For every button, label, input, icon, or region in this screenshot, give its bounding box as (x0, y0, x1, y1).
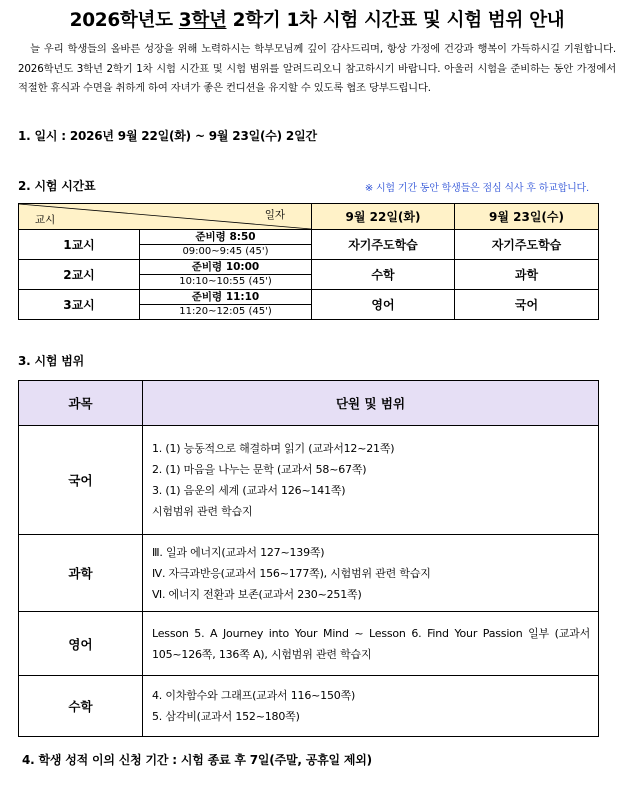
period-label: 1교시 (19, 230, 140, 260)
day1-subject: 수학 (312, 260, 455, 290)
range-row-science (19, 535, 599, 612)
intro-text: 늘 우리 학생들의 올바른 성장을 위해 노력하시는 학부모님께 깊이 감사드리며, 항상 가정에 건강과 행복이 가득하시길 기원합니다. 2026학년도 3학년 2학기 1차 시험 시간표 및 시험 범위를 알려드리오니 참고하시기 바랍니다. 아울러 시험을 준비하는 동안 가정에서 적절한 휴식과 수면을 취하게 하여 자녀가 좋은 컨디션을 유지할 수 있도록 협조 당부드립니다. (18, 43, 616, 94)
exam-time: 09:00~9:45 (45') (140, 245, 312, 260)
exam-time: 11:20~12:05 (45') (140, 305, 312, 320)
range-line: Lesson 5. A Journey into Your Mind ~ Lesson 6. Find Your Passion 일부 (교과서 105~126쪽, 136쪽 A), 시험범위 관련 학습지 (152, 626, 590, 661)
corner-label-period: 교시 (35, 214, 56, 226)
range-detail (143, 612, 599, 676)
section-timetable-heading: 2. 시험 시간표 (18, 179, 96, 193)
range-detail (143, 676, 599, 737)
range-detail (143, 535, 599, 612)
day2-subject: 국어 (455, 290, 599, 320)
section-range-heading: 3. 시험 범위 (18, 354, 85, 368)
range-line: 5. 삼각비(교과서 152~180쪽) (152, 710, 300, 723)
range-row-korean (19, 426, 599, 535)
range-line: 2. (1) 마음을 나누는 문학 (교과서 58~67쪽) (152, 463, 367, 476)
range-row-english (19, 612, 599, 676)
range-subject: 수학 (19, 676, 143, 737)
prep-bell-time: 준비령 11:10 (140, 290, 312, 305)
section-appeal-period: 4. 학생 성적 이의 신청 기간 : 시험 종료 후 7일(주말, 공휴일 제외) (22, 753, 372, 767)
range-line: Ⅲ. 일과 에너지(교과서 127~139쪽) (152, 545, 325, 559)
prep-bell-time: 준비령 8:50 (140, 230, 312, 245)
section-schedule-date: 1. 일시 : 2026년 9월 22일(화) ~ 9월 23일(수) 2일간 (18, 129, 317, 143)
timetable-day2-header: 9월 23일(수) (455, 204, 599, 230)
title-text-grade: 3학년 (178, 10, 227, 31)
day2-subject: 자기주도학습 (455, 230, 599, 260)
range-detail (143, 426, 599, 535)
range-subject: 과학 (19, 535, 143, 612)
timetable-row (19, 260, 599, 275)
day2-subject: 과학 (455, 260, 599, 290)
day1-subject: 자기주도학습 (312, 230, 455, 260)
corner-label-date: 일자 (264, 209, 285, 221)
timetable (18, 203, 599, 320)
range-line: 1. (1) 능동적으로 해결하며 읽기 (교과서12~21쪽) (152, 442, 395, 455)
timetable-header-row (19, 204, 599, 230)
prep-bell-time: 준비령 10:00 (140, 260, 312, 275)
day1-subject: 영어 (312, 290, 455, 320)
timetable-row (19, 230, 599, 245)
range-header-subject: 과목 (19, 381, 143, 426)
range-line: Ⅳ. 자극과반응(교과서 156~177쪽), 시험범위 관련 학습지 (152, 566, 431, 580)
range-header-scope: 단원 및 범위 (143, 381, 599, 426)
title-text-1: 2026학년도 (69, 10, 179, 31)
range-line: 3. (1) 음운의 세계 (교과서 126~141쪽) (152, 484, 346, 497)
range-row-math (19, 676, 599, 737)
title-text-2: 2학기 1차 시험 시간표 및 시험 범위 안내 (226, 10, 565, 31)
range-line: 시험범위 관련 학습지 (152, 505, 253, 518)
intro-paragraph (18, 40, 616, 99)
range-subject: 영어 (19, 612, 143, 676)
range-header-row (19, 381, 599, 426)
range-subject: 국어 (19, 426, 143, 535)
range-line: Ⅵ. 에너지 전환과 보존(교과서 230~251쪽) (152, 587, 362, 601)
lunch-notice: ※ 시험 기간 동안 학생들은 점심 식사 후 하교합니다. (364, 183, 589, 194)
timetable-row (19, 290, 599, 305)
period-label: 3교시 (19, 290, 140, 320)
timetable-corner-cell (19, 204, 312, 230)
exam-range-table (18, 380, 599, 737)
timetable-day1-header: 9월 22일(화) (312, 204, 455, 230)
exam-time: 10:10~10:55 (45') (140, 275, 312, 290)
period-label: 2교시 (19, 260, 140, 290)
page-title (0, 6, 634, 32)
range-line: 4. 이차함수와 그래프(교과서 116~150쪽) (152, 689, 356, 702)
